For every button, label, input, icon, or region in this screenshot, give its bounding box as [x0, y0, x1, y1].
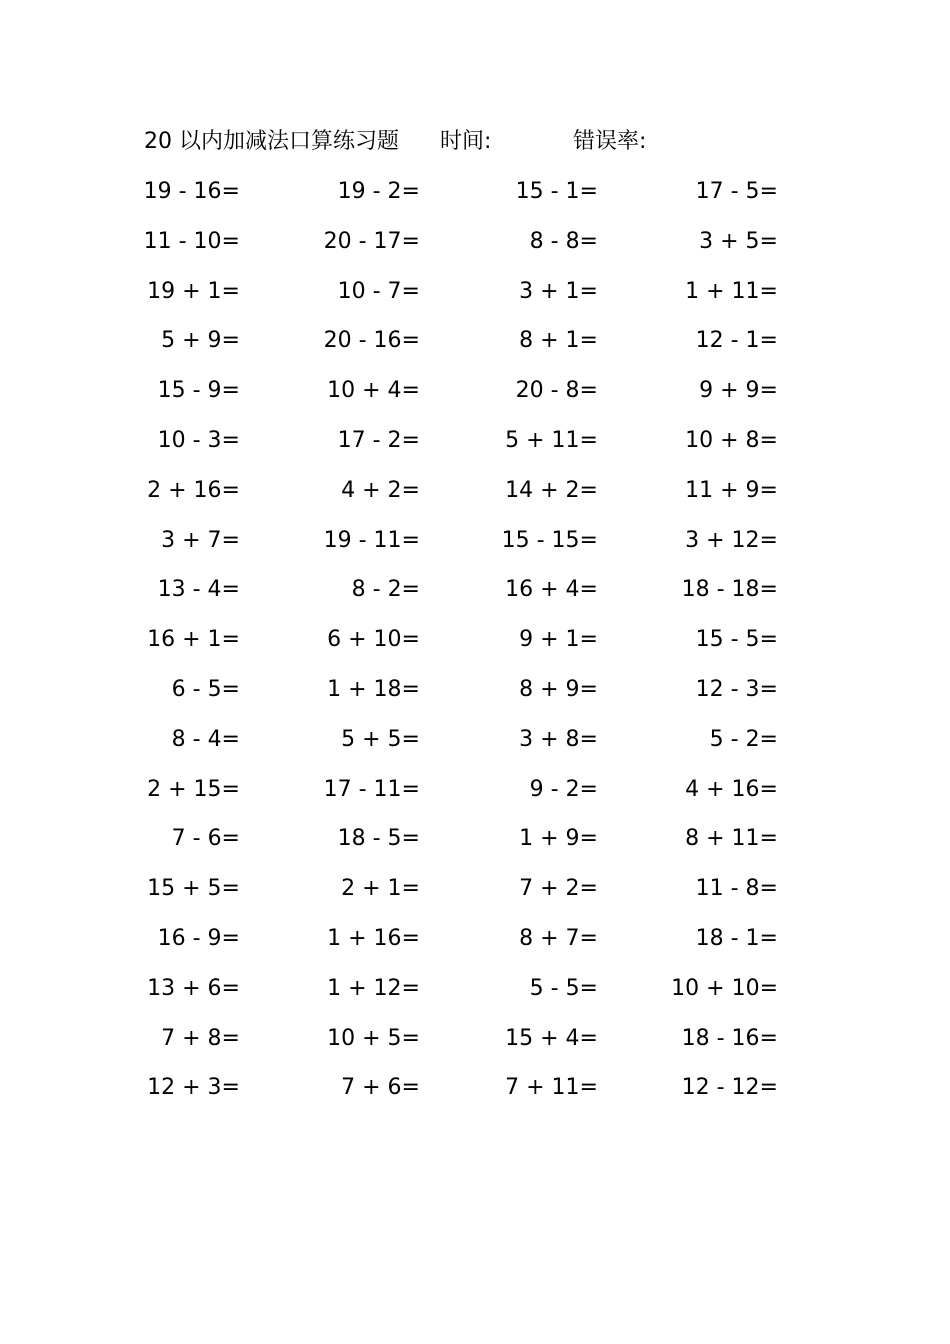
arithmetic-problem: 5 + 11=	[505, 427, 598, 453]
arithmetic-problem: 14 + 2=	[505, 477, 598, 503]
arithmetic-problem: 13 + 6=	[147, 975, 240, 1001]
arithmetic-problem: 3 + 1=	[519, 278, 598, 304]
problem-row	[0, 174, 950, 224]
arithmetic-problem: 10 + 5=	[327, 1025, 420, 1051]
problem-row	[0, 373, 950, 423]
arithmetic-problem: 8 + 7=	[519, 925, 598, 951]
worksheet-title: 20 以内加减法口算练习题	[144, 129, 399, 154]
problem-row	[0, 572, 950, 622]
arithmetic-problem: 12 - 12=	[681, 1075, 778, 1101]
arithmetic-problem: 20 - 17=	[323, 228, 420, 254]
problem-row	[0, 971, 950, 1021]
arithmetic-problem: 11 - 10=	[143, 228, 240, 254]
problem-row	[0, 772, 950, 822]
arithmetic-problem: 7 + 6=	[341, 1075, 420, 1101]
arithmetic-problem: 15 - 9=	[157, 378, 240, 404]
problem-grid	[0, 174, 950, 1120]
worksheet-header	[0, 126, 950, 158]
problem-row	[0, 274, 950, 324]
arithmetic-problem: 12 - 3=	[695, 676, 778, 702]
arithmetic-problem: 17 - 11=	[323, 776, 420, 802]
arithmetic-problem: 3 + 12=	[685, 527, 778, 553]
arithmetic-problem: 15 - 15=	[501, 527, 598, 553]
arithmetic-problem: 5 + 5=	[341, 726, 420, 752]
arithmetic-problem: 15 - 5=	[695, 627, 778, 653]
arithmetic-problem: 3 + 7=	[161, 527, 240, 553]
arithmetic-problem: 1 + 18=	[327, 676, 420, 702]
arithmetic-problem: 3 + 5=	[699, 228, 778, 254]
arithmetic-problem: 16 - 9=	[157, 925, 240, 951]
arithmetic-problem: 19 - 11=	[323, 527, 420, 553]
arithmetic-problem: 10 + 8=	[685, 427, 778, 453]
arithmetic-problem: 8 + 11=	[685, 826, 778, 852]
arithmetic-problem: 6 + 10=	[327, 627, 420, 653]
arithmetic-problem: 7 + 8=	[161, 1025, 240, 1051]
arithmetic-problem: 9 + 9=	[699, 378, 778, 404]
arithmetic-problem: 1 + 11=	[685, 278, 778, 304]
arithmetic-problem: 8 + 1=	[519, 328, 598, 354]
arithmetic-problem: 15 + 5=	[147, 876, 240, 902]
problem-row	[0, 523, 950, 573]
problem-row	[0, 722, 950, 772]
arithmetic-problem: 11 + 9=	[685, 477, 778, 503]
problem-row	[0, 622, 950, 672]
time-label: 时间:	[440, 129, 492, 154]
arithmetic-problem: 12 - 1=	[695, 328, 778, 354]
arithmetic-problem: 5 + 9=	[161, 328, 240, 354]
arithmetic-problem: 10 + 10=	[671, 975, 778, 1001]
arithmetic-problem: 15 - 1=	[515, 179, 598, 204]
arithmetic-problem: 4 + 2=	[341, 477, 420, 503]
arithmetic-problem: 10 + 4=	[327, 378, 420, 404]
arithmetic-problem: 11 - 8=	[695, 876, 778, 902]
arithmetic-problem: 2 + 1=	[341, 876, 420, 902]
arithmetic-problem: 18 - 16=	[681, 1025, 778, 1051]
problem-row	[0, 224, 950, 274]
arithmetic-problem: 7 - 6=	[171, 826, 240, 852]
arithmetic-problem: 10 - 3=	[157, 427, 240, 453]
arithmetic-problem: 5 - 2=	[709, 726, 778, 752]
problem-row	[0, 921, 950, 971]
arithmetic-problem: 18 - 5=	[337, 826, 420, 852]
problem-row	[0, 423, 950, 473]
problem-row	[0, 473, 950, 523]
arithmetic-problem: 15 + 4=	[505, 1025, 598, 1051]
arithmetic-problem: 19 - 2=	[337, 179, 420, 204]
arithmetic-problem: 17 - 5=	[695, 179, 778, 204]
arithmetic-problem: 9 - 2=	[529, 776, 598, 802]
error-rate-label: 错误率:	[573, 129, 647, 154]
arithmetic-problem: 12 + 3=	[147, 1075, 240, 1101]
arithmetic-problem: 8 + 9=	[519, 676, 598, 702]
arithmetic-problem: 8 - 2=	[351, 577, 420, 603]
arithmetic-problem: 1 + 12=	[327, 975, 420, 1001]
arithmetic-problem: 13 - 4=	[157, 577, 240, 603]
arithmetic-problem: 2 + 16=	[147, 477, 240, 503]
arithmetic-problem: 19 - 16=	[143, 179, 240, 204]
arithmetic-problem: 8 - 4=	[171, 726, 240, 752]
problem-row	[0, 821, 950, 871]
arithmetic-problem: 19 + 1=	[147, 278, 240, 304]
arithmetic-problem: 16 + 1=	[147, 627, 240, 653]
arithmetic-problem: 16 + 4=	[505, 577, 598, 603]
problem-row	[0, 1070, 950, 1120]
arithmetic-problem: 10 - 7=	[337, 278, 420, 304]
arithmetic-problem: 5 - 5=	[529, 975, 598, 1001]
arithmetic-problem: 4 + 16=	[685, 776, 778, 802]
problem-row	[0, 323, 950, 373]
arithmetic-problem: 7 + 11=	[505, 1075, 598, 1101]
arithmetic-problem: 20 - 16=	[323, 328, 420, 354]
arithmetic-problem: 2 + 15=	[147, 776, 240, 802]
arithmetic-problem: 7 + 2=	[519, 876, 598, 902]
arithmetic-problem: 17 - 2=	[337, 427, 420, 453]
arithmetic-problem: 8 - 8=	[529, 228, 598, 254]
arithmetic-problem: 6 - 5=	[171, 676, 240, 702]
arithmetic-problem: 1 + 9=	[519, 826, 598, 852]
arithmetic-problem: 9 + 1=	[519, 627, 598, 653]
arithmetic-problem: 3 + 8=	[519, 726, 598, 752]
arithmetic-problem: 18 - 18=	[681, 577, 778, 603]
arithmetic-problem: 18 - 1=	[695, 925, 778, 951]
problem-row	[0, 871, 950, 921]
arithmetic-problem: 20 - 8=	[515, 378, 598, 404]
problem-row	[0, 1021, 950, 1071]
arithmetic-problem: 1 + 16=	[327, 925, 420, 951]
problem-row	[0, 672, 950, 722]
